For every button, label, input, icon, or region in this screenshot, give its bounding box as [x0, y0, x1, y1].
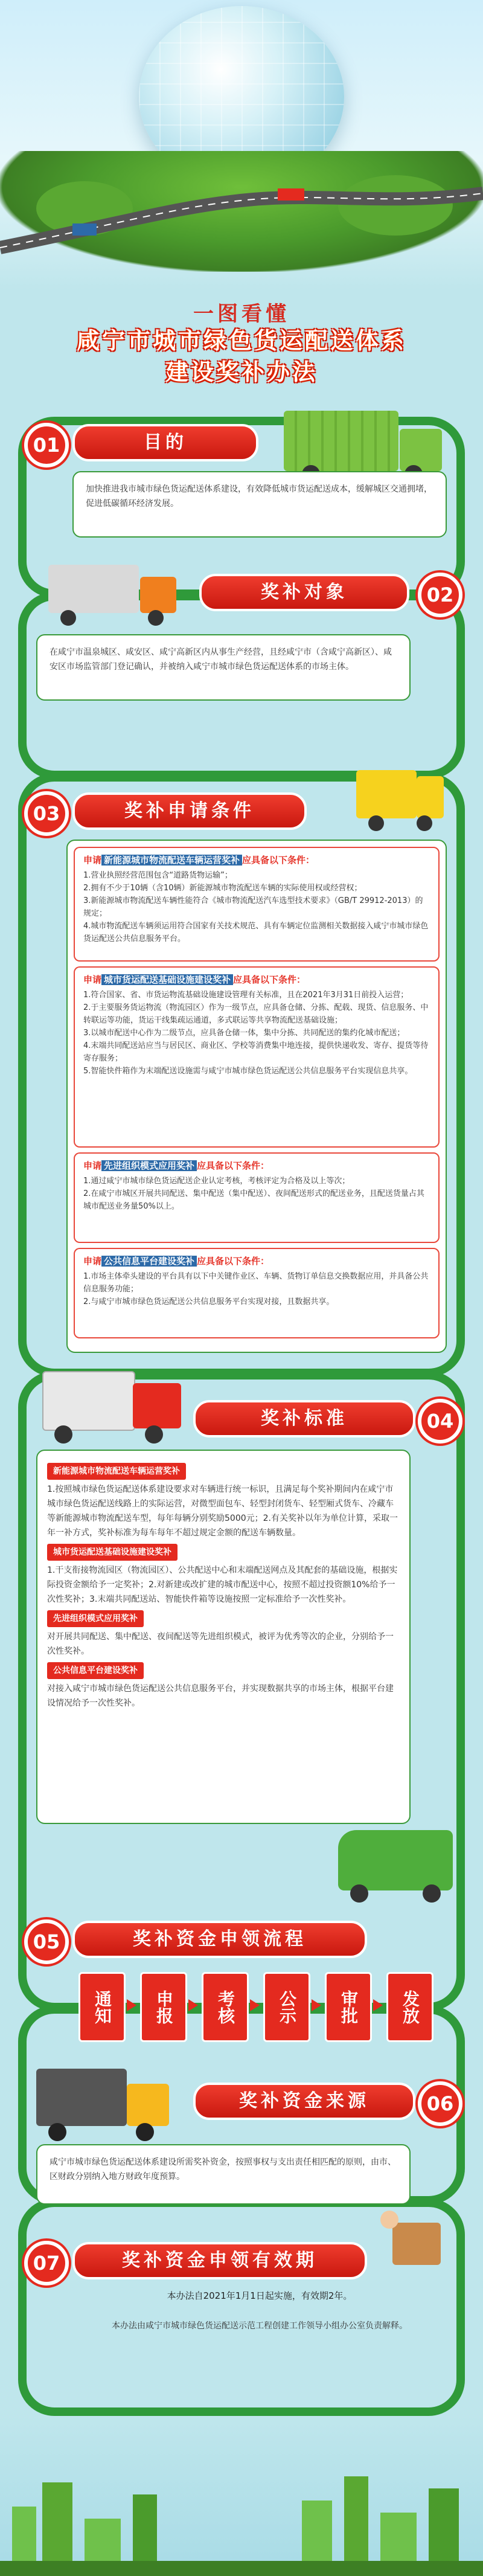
condition-line: 4.末端共同配送站应当与居民区、商业区、学校等消费集中地连接，提供快递收发、寄存、提货等待寄存服务；: [83, 1041, 429, 1063]
section-01-text: 加快推进我市城市绿色货运配送体系建设，有效降低城市货运配送成本，缓解城区交通拥堵，促进低碳循环经济发展。: [86, 484, 432, 509]
condition-item: [74, 847, 440, 962]
condition-suffix: 应具备以下条件：: [197, 1160, 270, 1171]
green-van-illustration: [338, 1824, 459, 1903]
page-subtitle: 一图看懂: [193, 302, 290, 326]
condition-prefix: 申请: [83, 1160, 102, 1171]
section-number-03: 03: [24, 791, 69, 836]
arrow-right-icon: [373, 1999, 383, 2011]
footer-city-illustration: [0, 2416, 483, 2576]
section-title-01: 目的: [72, 424, 258, 461]
arrow-right-icon: [250, 1999, 260, 2011]
condition-prefix: 申请: [83, 1256, 102, 1267]
condition-line: 2.在咸宁市城区开展共同配送、集中配送（集中配送）、夜间配送形式的配送业务，且配送货量占其城市配送业务量50%以上。: [83, 1189, 424, 1211]
condition-suffix: 应具备以下条件：: [242, 855, 315, 866]
condition-name: 新能源城市物流配送车辆运营奖补: [101, 855, 242, 866]
conditions-card: [66, 840, 447, 1353]
process-step-disburse: 发放: [386, 1972, 433, 2042]
condition-line: 5.智能快件箱作为末端配送设施需与咸宁市城市绿色货运配送公共信息服务平台实现信息共享。: [83, 1067, 413, 1076]
standard-text: 1.按照城市绿色货运配送体系建设要求对车辆进行统一标识，且满足每个奖补期间内在咸宁市城市绿色货运配送线路上的实际运营，对微型面包车、轻型封闭货车、轻型厢式货车、冷藏车等新能源城市物流配送车型，每年每辆分别奖励5000元；2.有关奖补以年为单位计算，采取一年一补方式，奖补标准为每车每年不超过规定金额的配送车辆数量。: [47, 1485, 398, 1538]
process-step-apply: 申报: [140, 1972, 187, 2042]
condition-prefix: 申请: [83, 855, 102, 866]
condition-item: [74, 966, 440, 1148]
section-title-06: 奖补资金来源: [193, 2083, 415, 2120]
standard-tag: 城市货运配送基础设施建设奖补: [47, 1544, 178, 1561]
section-title-04: 奖补标准: [193, 1400, 415, 1437]
condition-name: 城市货运配送基础设施建设奖补: [101, 974, 233, 985]
dark-truck-illustration: [36, 2069, 181, 2147]
hero-banner: [0, 0, 483, 290]
condition-suffix: 应具备以下条件：: [233, 974, 306, 985]
standard-tag: 先进组织模式应用奖补: [47, 1610, 144, 1627]
condition-line: 3.新能源城市物流配送车辆性能符合《城市物流配送汽车选型技术要求》（GB/T 29912-2013）的规定；: [83, 896, 423, 918]
road-illustration: [0, 181, 483, 260]
process-step-notify: 通知: [78, 1972, 126, 2042]
section-number-07: 07: [24, 2241, 69, 2285]
process-flow: [78, 1966, 441, 2044]
section-number-06: 06: [418, 2081, 462, 2126]
standards-card: [36, 1450, 411, 1824]
condition-name: 先进组织模式应用奖补: [101, 1160, 197, 1171]
red-truck-illustration: [42, 1365, 187, 1450]
arrow-right-icon: [312, 1999, 321, 2011]
condition-name: 公共信息平台建设奖补: [101, 1256, 197, 1267]
standard-text: 1.干支衔接物流园区（物流园区）、公共配送中心和末端配送网点及其配套的基础设施，根据实际投资金额给予一定奖补；2.对新建或改扩建的城市配送中心，按照不超过投资额10%给予一次性奖补；3.末端共同配送站、智能快件箱等设施按照一定标准给予一次性奖补。: [47, 1566, 398, 1604]
section-body-07: 本办法自2021年1月1日起实施，有效期2年。: [167, 2290, 353, 2301]
standard-tag: 公共信息平台建设奖补: [47, 1662, 144, 1679]
page-title-line2: 建设奖补办法: [165, 359, 318, 385]
section-number-05: 05: [24, 1919, 69, 1964]
condition-line: 4.城市物流配送车辆须运用符合国家有关技术规范、具有车辆定位监测相关数据接入咸宁市城市绿色货运配送公共信息服务平台。: [83, 922, 429, 943]
section-title-03: 奖补申请条件: [72, 792, 307, 830]
condition-line: 2.于主要服务货运物流（物流园区）作为一级节点，应具备仓储、分拣、配载、现货、信息服务、中转联运等功能，货运干线集疏运通道，多式联运等共享物流配送基础设施；: [83, 1003, 429, 1025]
condition-suffix: 应具备以下条件：: [197, 1256, 270, 1267]
section-body-01: [72, 471, 447, 538]
arrow-right-icon: [188, 1999, 198, 2011]
standard-text: 对开展共同配送、集中配送、夜间配送等先进组织模式，被评为优秀等次的企业，分别给予一次性奖补。: [47, 1632, 394, 1656]
condition-prefix: 申请: [83, 974, 102, 985]
footer-note: 本办法由咸宁市城市绿色货运配送示范工程创建工作领导小组办公室负责解释。: [112, 2321, 408, 2331]
section-title-07: 奖补资金申领有效期: [72, 2242, 367, 2279]
process-step-review: 考核: [202, 1972, 249, 2042]
section-number-01: 01: [24, 423, 69, 467]
condition-line: 2.拥有不少于10辆（含10辆）新能源城市物流配送车辆的实际使用权或经营权；: [83, 884, 362, 893]
section-06-text: 咸宁市城市绿色货运配送体系建设所需奖补资金，按照事权与支出责任相匹配的原则，由市、区财政分别纳入地方财政年度预算。: [50, 2157, 396, 2182]
condition-line: 2.与咸宁市城市绿色货运配送公共信息服务平台实现对接，且数据共享。: [83, 1297, 334, 1306]
section-body-06: [36, 2144, 411, 2205]
page-title-line1: 咸宁市城市绿色货运配送体系: [76, 327, 406, 354]
process-step-approve: 审批: [325, 1972, 372, 2042]
section-number-04: 04: [418, 1399, 462, 1444]
condition-item: [74, 1248, 440, 1338]
section-body-02: [36, 634, 411, 701]
section-title-02: 奖补对象: [199, 574, 409, 611]
process-step-publicize: 公示: [263, 1972, 310, 2042]
standard-tag: 新能源城市物流配送车辆运营奖补: [47, 1463, 186, 1480]
section-02-text: 在咸宁市温泉城区、咸安区、咸宁高新区内从事生产经营，且经咸宁市（含咸宁高新区）、咸安区市场监管部门登记确认，并被纳入咸宁市城市绿色货运配送体系的市场主体。: [50, 647, 392, 672]
condition-line: 1.符合国家、省、市货运物流基础设施建设管理有关标准，且在2021年3月31日前投入运营；: [83, 991, 409, 1000]
condition-line: 3.以城市配送中心作为二级节点，应具备仓储一体，集中分拣、共同配送的集约化城市配送；: [83, 1029, 405, 1038]
section-number-02: 02: [418, 573, 462, 617]
condition-line: 1.营业执照经营范围包含“道路货物运输”；: [83, 871, 232, 880]
yellow-truck-illustration: [356, 764, 447, 837]
condition-item: [74, 1152, 440, 1243]
section-title-05: 奖补资金申领流程: [72, 1921, 367, 1958]
standard-text: 对接入咸宁市城市绿色货运配送公共信息服务平台，并实现数据共享的市场主体，根据平台建设情况给予一次性奖补。: [47, 1684, 394, 1708]
condition-line: 1.通过咸宁市城市绿色货运配送企业认定考核，考核评定为合格及以上等次；: [83, 1177, 350, 1186]
delivery-person-illustration: [368, 2211, 453, 2289]
orange-truck-illustration: [48, 565, 181, 631]
condition-line: 1.市场主体牵头建设的平台具有以下中关键作业区、车辆、货物订单信息交换数据应用，并具备公共信息服务功能；: [83, 1272, 429, 1294]
arrow-right-icon: [127, 1999, 136, 2011]
